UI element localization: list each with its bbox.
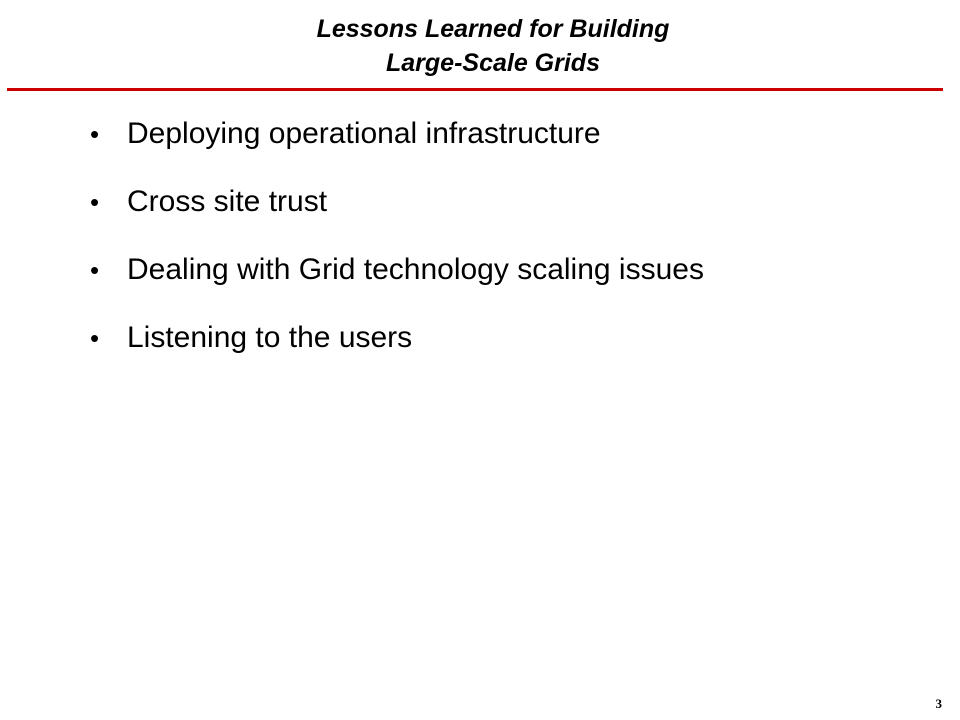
bullet-text: Dealing with Grid technology scaling issues	[127, 253, 704, 286]
bullet-text: Listening to the users	[127, 321, 413, 354]
bullet-text: Deploying operational infrastructure	[127, 117, 601, 150]
slide-title-line-1: Lessons Learned for Building	[316, 15, 670, 43]
page-number: 3	[935, 696, 942, 711]
bullet-text: Cross site trust	[127, 185, 328, 218]
bullet-dot-icon: •	[90, 255, 100, 285]
title-divider	[7, 88, 943, 91]
bullet-dot-icon: •	[90, 323, 100, 353]
slide-title-line-2: Large-Scale Grids	[386, 49, 600, 77]
slide-title	[0, 12, 960, 80]
bullet-dot-icon: •	[90, 187, 100, 217]
bullet-dot-icon: •	[90, 119, 100, 149]
